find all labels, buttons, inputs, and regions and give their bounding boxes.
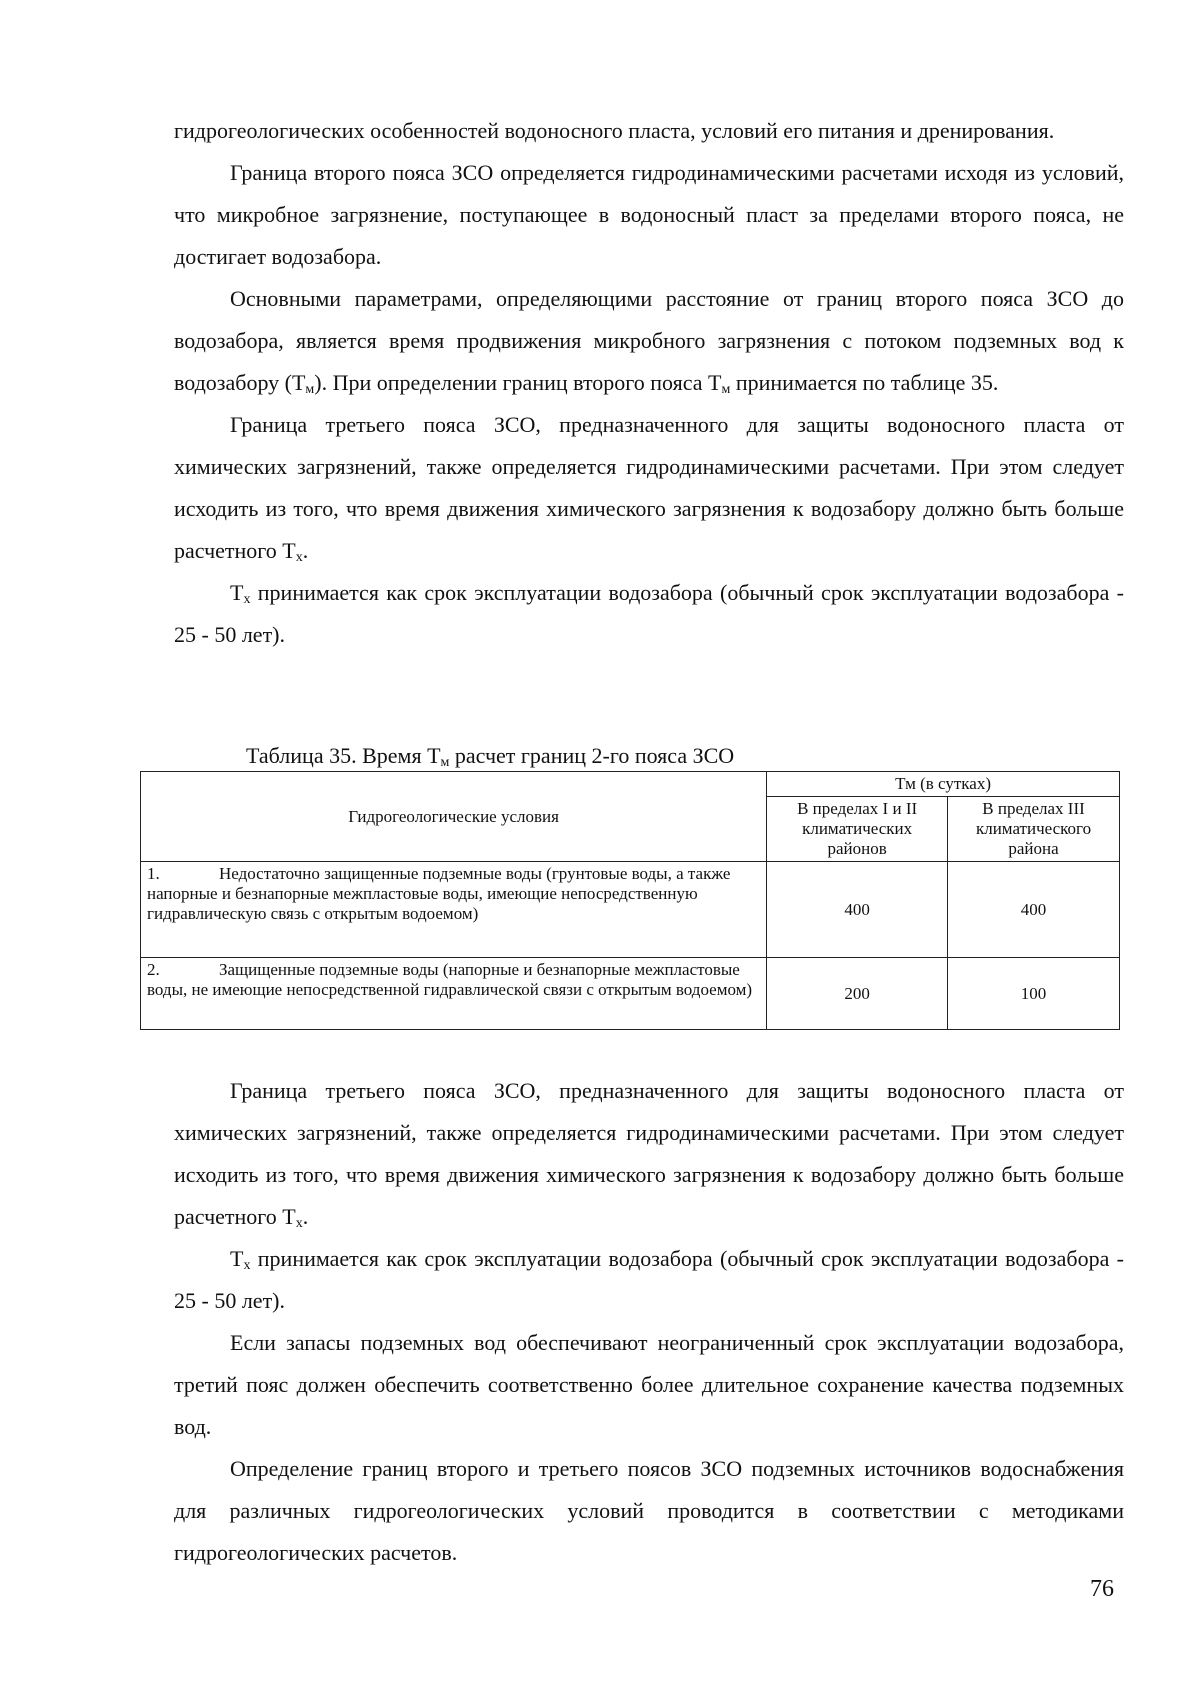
- paragraph: Если запасы подземных вод обеспечивают неограниченный срок эксплуатации водозабора, третий пояс должен обеспечить соответственно более длительное сохранение качества подземных вод.: [174, 1330, 1124, 1439]
- row-value-zones-1-2: 400: [767, 862, 948, 958]
- page-number: 76: [1090, 1576, 1114, 1602]
- paragraph: $Т_х$ принимается как срок эксплуатации водозабора (обычный срок эксплуатации водозабора - 25 - 50 лет).: [174, 1246, 1124, 1313]
- header-zones-1-2: В пределах I и II климатических районов: [767, 797, 948, 862]
- table-row: [141, 958, 1120, 1030]
- table-header-row: [141, 772, 1120, 797]
- row-value-zones-1-2: 200: [767, 958, 948, 1030]
- table-caption: Таблица 35. Время $Т_м$ расчет границ 2-го пояса ЗСО: [246, 743, 735, 770]
- paragraph: Определение границ второго и третьего поясов ЗСО подземных источников водоснабжения для различных гидрогеологических условий проводится в соответствии с методиками гидрогеологических расчетов.: [174, 1456, 1124, 1565]
- text-block-bottom: [174, 1070, 1124, 1574]
- paragraph: Граница третьего пояса ЗСО, предназначенного для защиты водоносного пласта от химических загрязнений, также определяется гидродинамическими расчетами. При этом следует исходить из того, что время движения химического загрязнения к водозабору должно быть больше расчетного $Т_х$.: [174, 412, 1124, 565]
- header-tm: Тм (в сутках): [767, 772, 1120, 797]
- row-value-zone-3: 100: [948, 958, 1120, 1030]
- text-block-top: [174, 110, 1124, 656]
- paragraph: Граница третьего пояса ЗСО, предназначенного для защиты водоносного пласта от химических загрязнений, также определяется гидродинамическими расчетами. При этом следует исходить из того, что время движения химического загрязнения к водозабору должно быть больше расчетного $Т_х$.: [174, 1078, 1124, 1231]
- row-value-zone-3: 400: [948, 862, 1120, 958]
- paragraph: гидрогеологических особенностей водоносного пласта, условий его питания и дренирования.: [174, 118, 1055, 143]
- paragraph: Граница второго пояса ЗСО определяется гидродинамическими расчетами исходя из условий, что микробное загрязнение, поступающее в водоносный пласт за пределами второго пояса, не достигает водозабора.: [174, 160, 1124, 269]
- data-table: [140, 771, 1120, 1030]
- paragraph: $Т_х$ принимается как срок эксплуатации водозабора (обычный срок эксплуатации водозабора - 25 - 50 лет).: [174, 580, 1124, 647]
- header-conditions: Гидрогеологические условия: [141, 772, 767, 862]
- table-row: [141, 862, 1120, 958]
- row-description: 2. Защищенные подземные воды (напорные и безнапорные межпластовые воды, не имеющие непосредственной гидравлической связи с открытым водоемом): [141, 958, 767, 1030]
- header-zone-3: В пределах III климатического района: [948, 797, 1120, 862]
- row-description: 1. Недостаточно защищенные подземные воды (грунтовые воды, а также напорные и безнапорные межпластовые воды, имеющие непосредственную гидравлическую связь с открытым водоемом): [141, 862, 767, 958]
- paragraph: Основными параметрами, определяющими расстояние от границ второго пояса ЗСО до водозабора, является время продвижения микробного загрязнения с потоком подземных вод к водозабору $(Т_м)$. При определении границ второго пояса $Т_м$ принимается по таблице 35.: [174, 286, 1124, 397]
